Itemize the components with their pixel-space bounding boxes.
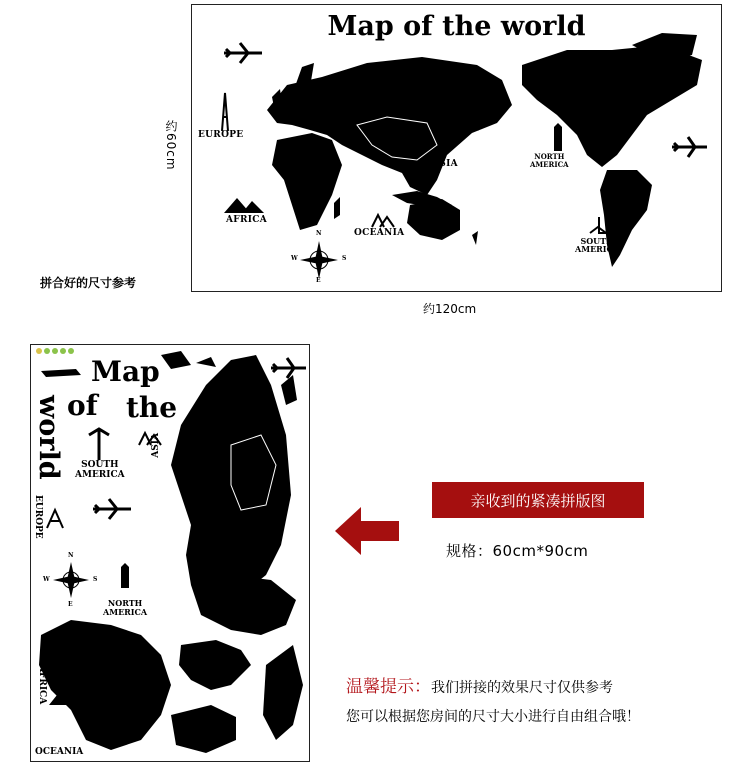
map-title: Map of the world [327,11,586,42]
tip-line-2: 您可以根据您房间的尺寸大小进行自由组合哦！ [346,709,640,725]
label-oceania: OCEANIA [35,747,84,757]
assembled-size-reference-label: 拼合好的尺寸参考 [40,276,137,290]
compact-layout-banner: 亲收到的紧凑拼版图 [432,482,644,518]
label-north-america: NORTH AMERICA [530,152,569,169]
label-africa: AFRICA [226,215,268,225]
label-europe: EUROPE [33,495,43,539]
label-asia: ASIA [151,433,161,458]
label-asia: ASIA [432,159,458,169]
compass-rose-icon [53,562,89,598]
title-the-word: the [126,391,178,424]
compass-w: W [291,255,298,262]
tip-line-1 [346,672,613,697]
label-south-america: SOUTH AMERICA [575,236,620,254]
label-africa: AFRICA [37,665,47,705]
compass-n: N [316,230,322,237]
compass-s: S [93,576,98,583]
title-map-word: Map [91,355,160,388]
label-europe: EUROPE [198,130,244,140]
label-south-america: SOUTH AMERICA [75,460,125,480]
compass-n: N [68,552,74,559]
assembled-map-panel [191,4,722,292]
compass-w: W [43,576,50,583]
compact-layout-panel [30,344,310,762]
tip-prefix: 温馨提示： [346,677,431,697]
compass-e: E [68,601,73,608]
spec-text: 规格：60cm*90cm [446,542,589,560]
title-of-word: of [67,389,98,422]
label-north-america: NORTH AMERICA [103,598,148,617]
compass-rose-icon [300,241,338,279]
world-map-silhouette [192,5,723,293]
title-world-word: world [33,395,64,480]
label-oceania: OCEANIA [354,228,405,238]
width-dimension: 约120cm [423,302,477,316]
compass-s: S [342,255,347,262]
left-arrow-icon [333,505,401,557]
compass-e: E [316,277,321,284]
tip-text-1: 我们拼接的效果尺寸仅供参考 [431,680,613,696]
height-dimension: 约60cm [164,120,178,171]
